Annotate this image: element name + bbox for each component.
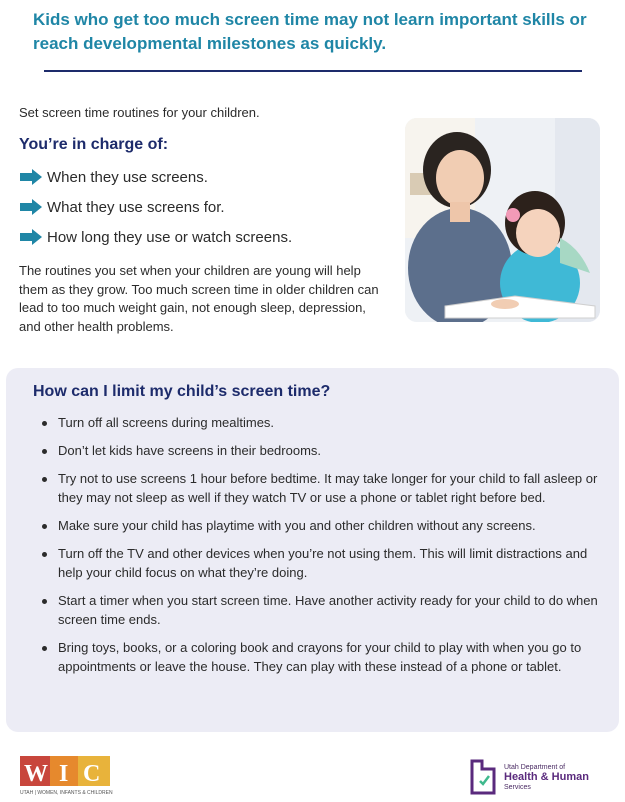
hhs-logo [468, 757, 613, 797]
charge-title: You’re in charge of: [19, 136, 169, 153]
list-item [40, 516, 600, 535]
mother-child-reading-photo [405, 118, 600, 322]
hhs-line2: Health & Human [504, 770, 589, 783]
wic-logo-mark [20, 756, 115, 796]
bullet-icon [42, 421, 47, 426]
list-item [40, 413, 600, 432]
hhs-logo-text [504, 764, 589, 791]
charge-list [20, 162, 292, 252]
svg-text:W: W [24, 761, 48, 787]
charge-item-label: When they use screens. [47, 168, 208, 186]
arrow-right-icon [20, 229, 42, 245]
bullet-icon [42, 477, 47, 482]
tip-text: Don’t let kids have screens in their bedrooms. [58, 443, 322, 458]
tip-text: Start a timer when you start screen time. Have another activity ready for your child to do when screen time ends. [58, 593, 598, 627]
bullet-icon [42, 449, 47, 454]
bullet-icon [42, 552, 47, 557]
hhs-line3: Services [504, 783, 531, 791]
arrow-right-icon [20, 199, 42, 215]
tip-text: Turn off all screens during mealtimes. [58, 415, 275, 430]
headline: Kids who get too much screen time may not learn important skills or reach developmental milestones as quickly. [33, 10, 587, 53]
bullet-icon [42, 524, 47, 529]
charge-item-label: What they use screens for. [47, 198, 225, 216]
divider [44, 70, 582, 72]
panel-title: How can I limit my child’s screen time? [33, 383, 331, 400]
tips-list [40, 413, 600, 685]
charge-item [20, 222, 292, 252]
list-item [40, 591, 600, 629]
svg-text:UTAH | WOMEN, INFANTS & CHILDR: UTAH | WOMEN, INFANTS & CHILDREN [20, 790, 113, 796]
svg-text:C: C [83, 761, 101, 787]
tip-text: Try not to use screens 1 hour before bedtime. It may take longer for your child to fall asleep or they may not sleep as well if they watch TV or use a phone or tablet right before bed. [58, 471, 598, 505]
charge-item-label: How long they use or watch screens. [47, 228, 293, 246]
tips-panel [6, 368, 619, 732]
hhs-line1: Utah Department of [504, 763, 566, 771]
arrow-right-icon [20, 169, 42, 185]
bullet-icon [42, 599, 47, 604]
intro-text: Set screen time routines for your children. [19, 105, 260, 120]
charge-item [20, 192, 292, 222]
photo-illustration [405, 118, 600, 322]
list-item [40, 441, 600, 460]
routines-paragraph: The routines you set when your children are young will help them as they grow. Too much screen time in older children can lead to too much weight gain, not enough sleep, depression, and other health problems. [19, 263, 379, 334]
list-item [40, 544, 600, 582]
tip-text: Turn off the TV and other devices when you’re not using them. This will limit distractions and help your child focus on what they’re doing. [58, 546, 588, 580]
tip-text: Make sure your child has playtime with you and other children without any screens. [58, 518, 536, 533]
svg-text:I: I [59, 761, 69, 787]
charge-item [20, 162, 292, 192]
bullet-icon [42, 646, 47, 651]
list-item [40, 638, 600, 676]
list-item [40, 469, 600, 507]
utah-state-icon [468, 759, 498, 795]
wic-logo [20, 756, 115, 796]
tip-text: Bring toys, books, or a coloring book and crayons for your child to play with when you go to appointments or leave the house. They can play with these instead of a phone or tablet. [58, 640, 582, 674]
